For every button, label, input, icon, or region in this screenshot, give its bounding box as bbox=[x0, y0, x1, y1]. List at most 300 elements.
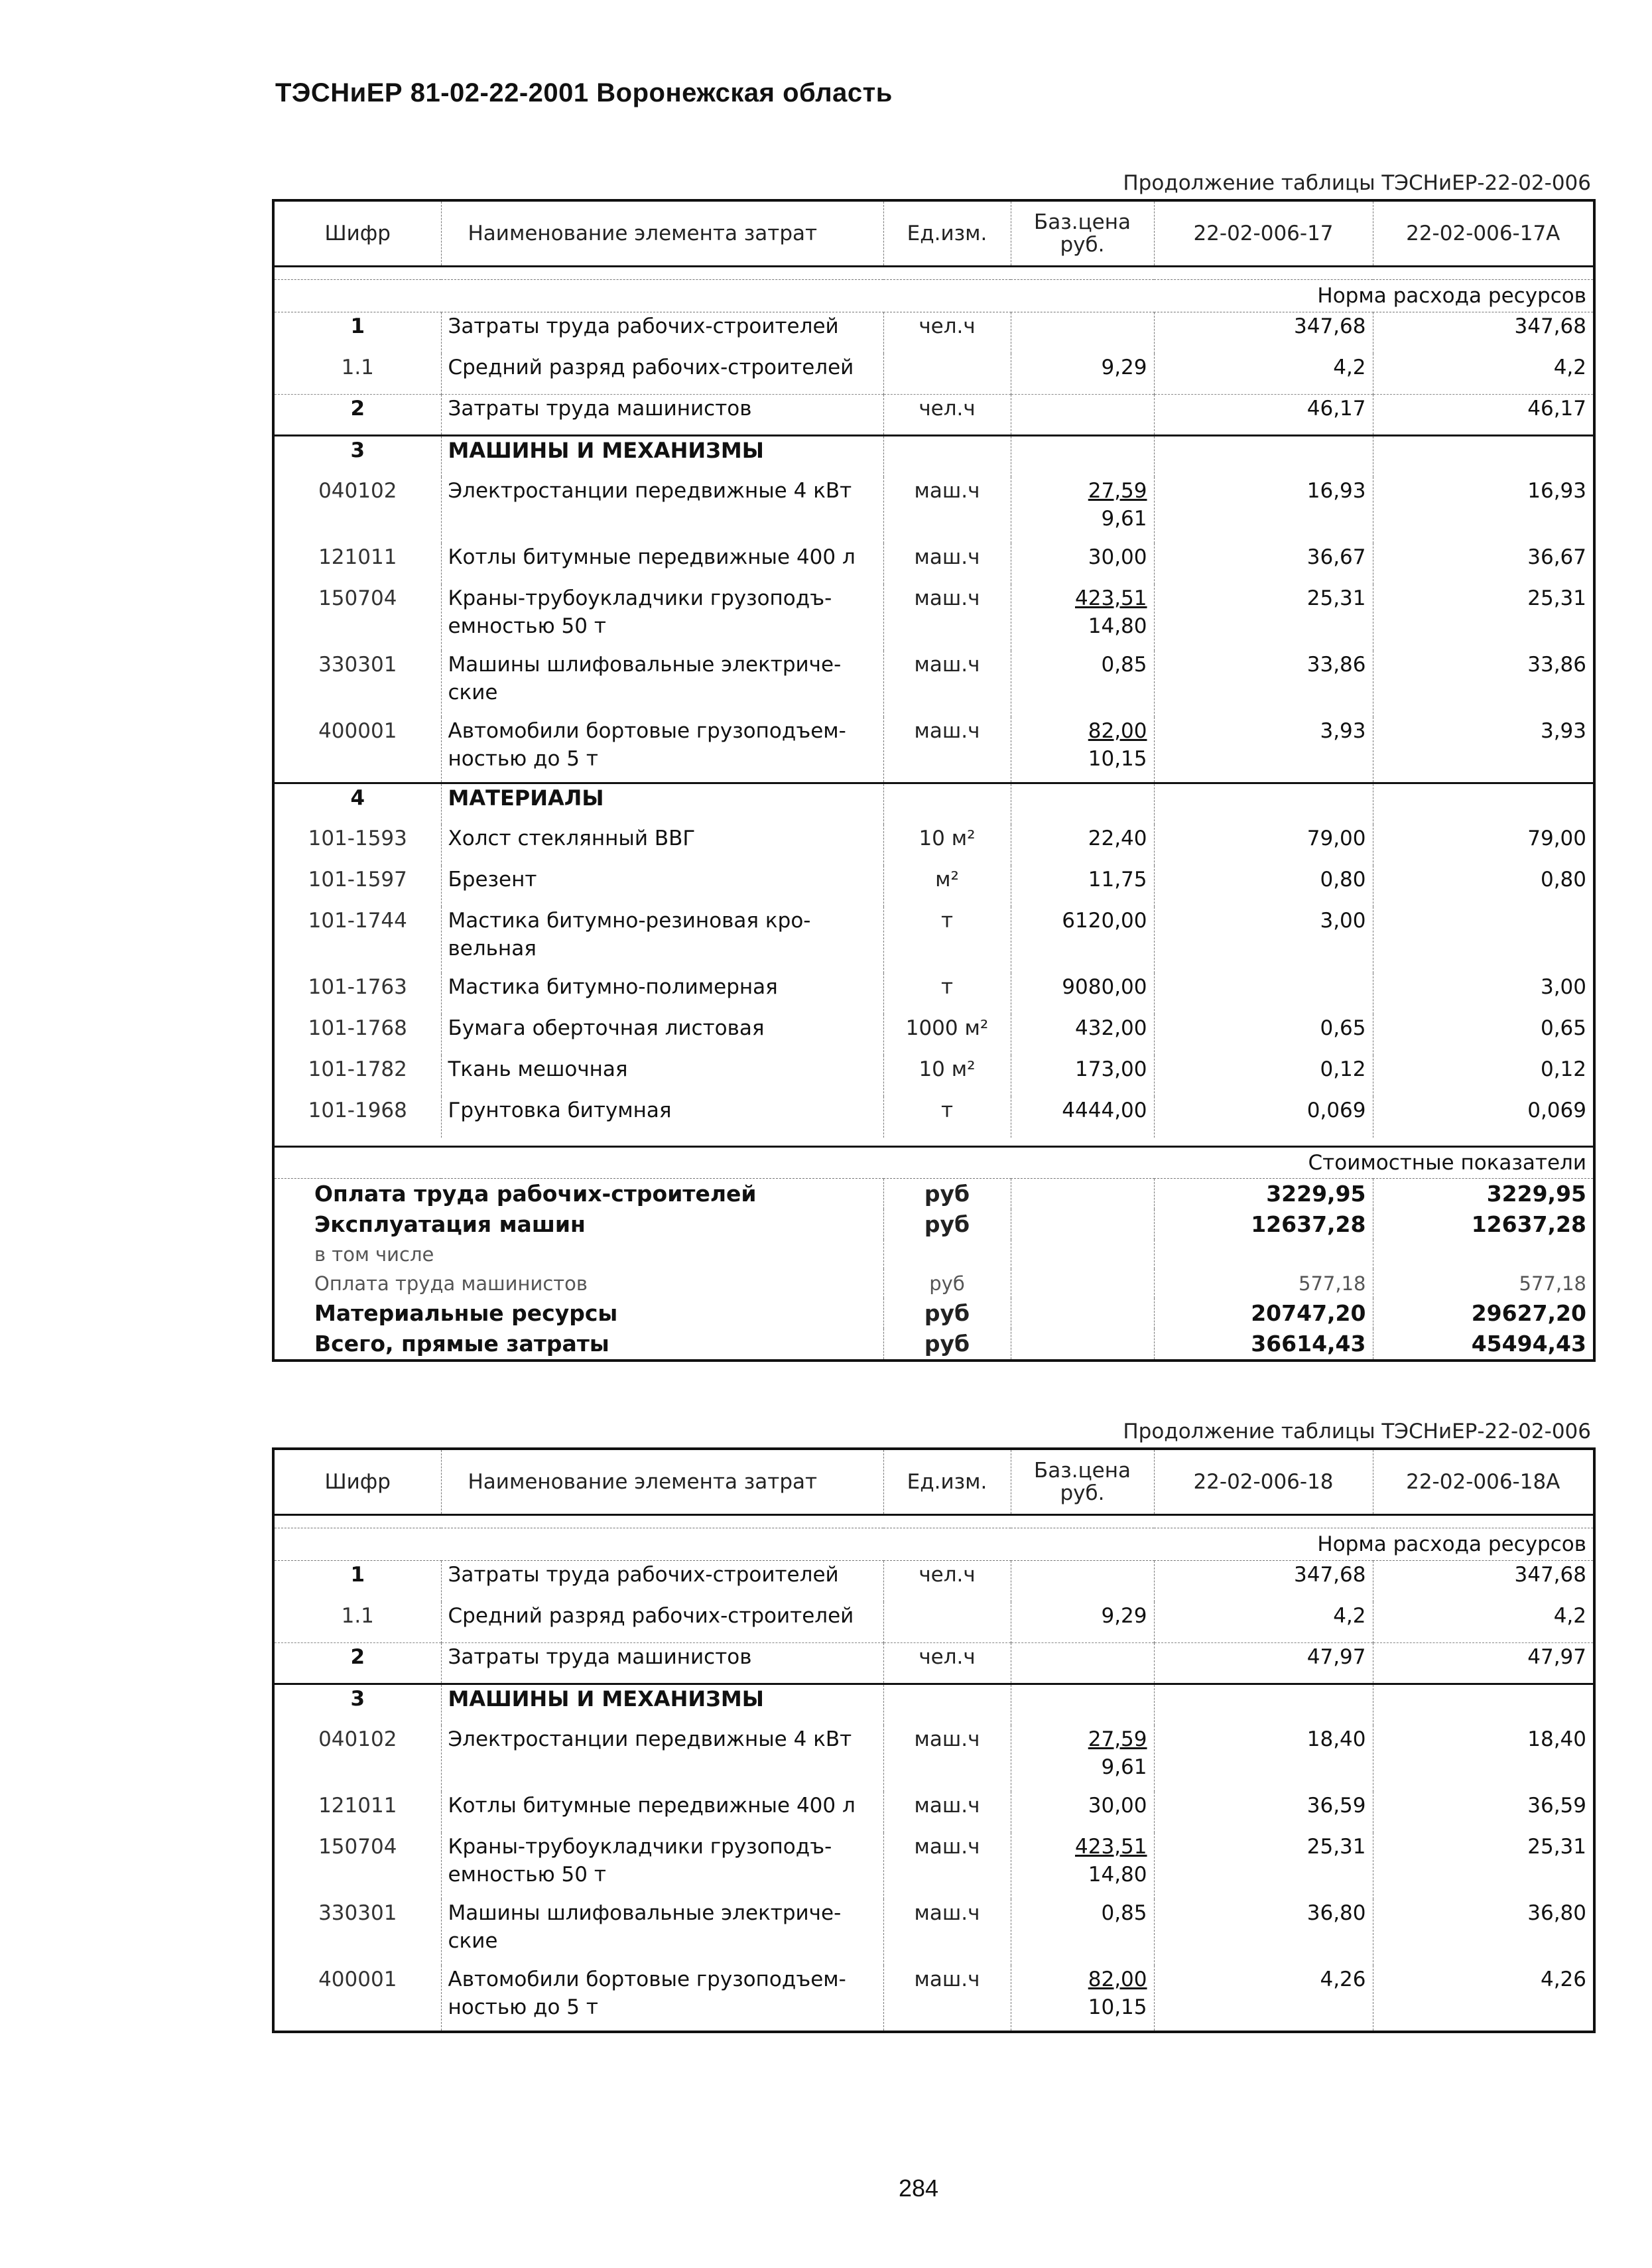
col-code-header: Шифр bbox=[273, 200, 441, 267]
empty-cell bbox=[1011, 1209, 1154, 1240]
row-name bbox=[441, 312, 883, 354]
section-heading: МАТЕРИАЛЫ bbox=[441, 783, 883, 825]
row-name bbox=[441, 825, 883, 866]
empty-cell bbox=[1011, 1179, 1154, 1210]
col-unit-header: Ед.изм. bbox=[883, 200, 1011, 267]
row-value-a: 36,67 bbox=[1154, 543, 1373, 584]
row-name bbox=[441, 1966, 883, 2032]
row-price-value: 0,85 bbox=[1101, 1901, 1147, 1925]
row-name bbox=[441, 584, 883, 651]
row-code: 101-1968 bbox=[308, 1098, 407, 1122]
row-name-line2: ностью до 5 т bbox=[448, 1995, 598, 2019]
row-value-b: 3,93 bbox=[1373, 717, 1594, 783]
row-value-a: 347,68 bbox=[1154, 312, 1373, 354]
row-price-secondary: 10,15 bbox=[1088, 746, 1147, 771]
row-value-a: 47,97 bbox=[1154, 1643, 1373, 1684]
row-value-b bbox=[1373, 907, 1594, 973]
row-value-a: 3,00 bbox=[1154, 907, 1373, 973]
row-name bbox=[441, 973, 883, 1014]
row-code: 121011 bbox=[318, 545, 397, 569]
row-name-line1: Краны-трубоукладчики грузоподъ- bbox=[448, 586, 832, 610]
cost-label: Оплата труда рабочих-строителей bbox=[314, 1181, 757, 1207]
empty-cell bbox=[1373, 783, 1594, 825]
row-name-line2: ские bbox=[448, 1928, 498, 1953]
table-row bbox=[273, 717, 1594, 783]
row-price-value: 4444,00 bbox=[1062, 1098, 1147, 1122]
row-price bbox=[1011, 717, 1154, 783]
row-price bbox=[1011, 651, 1154, 717]
row-name bbox=[441, 1725, 883, 1792]
row-code: 101-1744 bbox=[308, 908, 407, 933]
row-value-b: 25,31 bbox=[1373, 584, 1594, 651]
row-name bbox=[441, 651, 883, 717]
cost-value-a: 12637,28 bbox=[1154, 1209, 1373, 1240]
row-price bbox=[1011, 907, 1154, 973]
table-2-continuation-note: Продолжение таблицы ТЭСНиЕР-22-02-006 bbox=[1123, 1420, 1591, 1443]
col-unit-header: Ед.изм. bbox=[883, 1449, 1011, 1515]
empty-cell bbox=[1373, 1684, 1594, 1725]
table-row bbox=[273, 1014, 1594, 1055]
table-header-row bbox=[273, 200, 1594, 267]
row-name-line2: ские bbox=[448, 680, 498, 704]
row-name-line1: Автомобили бортовые грузоподъем- bbox=[448, 718, 846, 743]
cost-value-a: 36614,43 bbox=[1154, 1329, 1373, 1361]
resource-table-2 bbox=[272, 1447, 1596, 2033]
row-value-a: 18,40 bbox=[1154, 1725, 1373, 1792]
row-name bbox=[441, 1792, 883, 1833]
row-name-line2: вельная bbox=[448, 936, 537, 961]
row-value-b: 36,67 bbox=[1373, 543, 1594, 584]
empty-cell bbox=[883, 436, 1011, 477]
row-name-line1: Затраты труда машинистов bbox=[448, 1645, 752, 1669]
table-row bbox=[273, 312, 1594, 354]
row-code: 400001 bbox=[318, 718, 397, 743]
col-a-header: 22-02-006-17 bbox=[1154, 200, 1373, 267]
row-code: 101-1763 bbox=[308, 974, 407, 999]
row-value-a: 33,86 bbox=[1154, 651, 1373, 717]
row-name bbox=[441, 1561, 883, 1602]
row-unit: маш.ч bbox=[883, 584, 1011, 651]
row-price bbox=[1011, 1833, 1154, 1899]
table-row bbox=[273, 1725, 1594, 1792]
cost-value-b: 577,18 bbox=[1373, 1269, 1594, 1298]
row-value-a: 0,80 bbox=[1154, 866, 1373, 907]
row-code: 1.1 bbox=[341, 355, 374, 379]
table-row bbox=[273, 1561, 1594, 1602]
row-unit: т bbox=[883, 973, 1011, 1014]
row-price bbox=[1011, 1643, 1154, 1684]
table-row bbox=[273, 477, 1594, 543]
row-code: 2 bbox=[273, 395, 441, 436]
row-name-line1: Краны-трубоукладчики грузоподъ- bbox=[448, 1834, 832, 1859]
row-price-value: 0,85 bbox=[1101, 652, 1147, 677]
row-name-line1: Котлы битумные передвижные 400 л bbox=[448, 1793, 856, 1818]
table-row bbox=[273, 651, 1594, 717]
row-name-line2: ностью до 5 т bbox=[448, 746, 598, 771]
row-code: 040102 bbox=[318, 478, 397, 503]
empty-cell bbox=[1373, 436, 1594, 477]
row-unit: маш.ч bbox=[883, 1899, 1011, 1966]
row-price bbox=[1011, 1792, 1154, 1833]
cost-row bbox=[273, 1209, 1594, 1240]
col-name-header: Наименование элемента затрат bbox=[441, 200, 883, 267]
empty-cell bbox=[1011, 1269, 1154, 1298]
table-row bbox=[273, 1684, 1594, 1725]
row-name-line1: Машины шлифовальные электриче- bbox=[448, 652, 842, 677]
row-value-b: 0,12 bbox=[1373, 1055, 1594, 1097]
row-name-line1: Средний разряд рабочих-строителей bbox=[448, 1603, 854, 1628]
row-unit bbox=[883, 354, 1011, 395]
row-price bbox=[1011, 477, 1154, 543]
row-price-value: 432,00 bbox=[1075, 1016, 1147, 1040]
price-header-line1: Баз.цена bbox=[1033, 210, 1131, 234]
row-value-b: 18,40 bbox=[1373, 1725, 1594, 1792]
table-row bbox=[273, 1899, 1594, 1966]
row-unit: чел.ч bbox=[883, 312, 1011, 354]
row-value-b: 4,2 bbox=[1373, 354, 1594, 395]
price-header-line2: руб. bbox=[1060, 233, 1105, 257]
table-row bbox=[273, 1833, 1594, 1899]
row-unit: маш.ч bbox=[883, 651, 1011, 717]
col-a-header: 22-02-006-18 bbox=[1154, 1449, 1373, 1515]
costs-section-label: Стоимостные показатели bbox=[273, 1147, 1594, 1179]
table-header-row bbox=[273, 1449, 1594, 1515]
row-price bbox=[1011, 825, 1154, 866]
row-name bbox=[441, 866, 883, 907]
row-value-a: 36,80 bbox=[1154, 1899, 1373, 1966]
row-name bbox=[441, 1055, 883, 1097]
row-code: 1.1 bbox=[341, 1603, 374, 1628]
row-price bbox=[1011, 312, 1154, 354]
row-name bbox=[441, 1014, 883, 1055]
row-price-value: 82,00 bbox=[1088, 718, 1147, 743]
row-name bbox=[441, 1602, 883, 1643]
table-row bbox=[273, 825, 1594, 866]
row-price-value: 9,29 bbox=[1101, 355, 1147, 379]
cost-unit: руб bbox=[883, 1329, 1011, 1361]
row-price bbox=[1011, 1602, 1154, 1643]
row-unit: м² bbox=[883, 866, 1011, 907]
row-price-value: 9080,00 bbox=[1062, 974, 1147, 999]
empty-cell bbox=[1011, 1684, 1154, 1725]
row-code: 1 bbox=[350, 314, 365, 338]
row-name-line2: емностью 50 т bbox=[448, 1862, 606, 1887]
table-row bbox=[273, 783, 1594, 825]
empty-cell bbox=[883, 1684, 1011, 1725]
row-name bbox=[441, 1833, 883, 1899]
row-price bbox=[1011, 354, 1154, 395]
row-price bbox=[1011, 1899, 1154, 1966]
row-value-b: 25,31 bbox=[1373, 1833, 1594, 1899]
row-value-b: 4,2 bbox=[1373, 1602, 1594, 1643]
norms-section-label: Норма расхода ресурсов bbox=[273, 280, 1594, 312]
empty-cell bbox=[1011, 436, 1154, 477]
row-name-line1: Средний разряд рабочих-строителей bbox=[448, 355, 854, 379]
row-unit: чел.ч bbox=[883, 395, 1011, 436]
row-unit: т bbox=[883, 907, 1011, 973]
row-unit: чел.ч bbox=[883, 1561, 1011, 1602]
cost-unit: руб bbox=[883, 1298, 1011, 1329]
row-price-value: 6120,00 bbox=[1062, 908, 1147, 933]
col-name-header: Наименование элемента затрат bbox=[441, 1449, 883, 1515]
page-title: ТЭСНиЕР 81-02-22-2001 Воронежская область bbox=[275, 78, 893, 107]
row-code: 101-1782 bbox=[308, 1057, 407, 1081]
row-code: 2 bbox=[273, 1643, 441, 1684]
table-row bbox=[273, 1643, 1594, 1684]
row-name bbox=[441, 477, 883, 543]
row-price-value: 27,59 bbox=[1088, 478, 1147, 503]
row-price-value: 27,59 bbox=[1088, 1727, 1147, 1751]
row-price bbox=[1011, 866, 1154, 907]
row-code: 040102 bbox=[318, 1727, 397, 1751]
row-name-line1: Электростанции передвижные 4 кВт bbox=[448, 1727, 852, 1751]
resource-table-1 bbox=[272, 199, 1596, 1362]
row-name-line1: Машины шлифовальные электриче- bbox=[448, 1901, 842, 1925]
row-value-a bbox=[1154, 973, 1373, 1014]
row-name bbox=[441, 543, 883, 584]
row-price-secondary: 9,61 bbox=[1101, 506, 1147, 531]
cost-value-b: 12637,28 bbox=[1373, 1209, 1594, 1240]
row-value-a: 79,00 bbox=[1154, 825, 1373, 866]
row-unit: 10 м² bbox=[883, 825, 1011, 866]
row-code: 3 bbox=[273, 1684, 441, 1725]
row-value-a: 0,069 bbox=[1154, 1097, 1373, 1138]
row-name-line1: Грунтовка битумная bbox=[448, 1098, 672, 1122]
row-value-a: 347,68 bbox=[1154, 1561, 1373, 1602]
row-code: 101-1768 bbox=[308, 1016, 407, 1040]
row-name-line1: Брезент bbox=[448, 867, 537, 892]
row-unit: маш.ч bbox=[883, 1792, 1011, 1833]
table-row bbox=[273, 354, 1594, 395]
empty-cell bbox=[1011, 1240, 1154, 1269]
cost-label: в том числе bbox=[314, 1243, 434, 1266]
row-name-line1: Затраты труда рабочих-строителей bbox=[448, 314, 839, 338]
row-value-a: 3,93 bbox=[1154, 717, 1373, 783]
cost-unit: руб bbox=[883, 1179, 1011, 1210]
row-unit: маш.ч bbox=[883, 1966, 1011, 2032]
row-value-b: 47,97 bbox=[1373, 1643, 1594, 1684]
row-value-a: 36,59 bbox=[1154, 1792, 1373, 1833]
table-row bbox=[273, 436, 1594, 477]
cost-value-b bbox=[1373, 1240, 1594, 1269]
empty-cell bbox=[1154, 436, 1373, 477]
cost-unit bbox=[883, 1240, 1011, 1269]
table-row bbox=[273, 543, 1594, 584]
row-price bbox=[1011, 1725, 1154, 1792]
cost-row bbox=[273, 1179, 1594, 1210]
row-price-value: 423,51 bbox=[1075, 586, 1147, 610]
table-row bbox=[273, 866, 1594, 907]
cost-value-a: 3229,95 bbox=[1154, 1179, 1373, 1210]
cost-value-a bbox=[1154, 1240, 1373, 1269]
cost-value-b: 45494,43 bbox=[1373, 1329, 1594, 1361]
row-price-secondary: 9,61 bbox=[1101, 1755, 1147, 1779]
row-price-secondary: 10,15 bbox=[1088, 1995, 1147, 2019]
row-price bbox=[1011, 973, 1154, 1014]
row-price-value: 9,29 bbox=[1101, 1603, 1147, 1628]
row-price-value: 30,00 bbox=[1088, 1793, 1147, 1818]
row-price-value: 173,00 bbox=[1075, 1057, 1147, 1081]
row-name bbox=[441, 395, 883, 436]
empty-cell bbox=[883, 783, 1011, 825]
col-price-header bbox=[1011, 1449, 1154, 1515]
cost-row bbox=[273, 1269, 1594, 1298]
empty-cell bbox=[1011, 783, 1154, 825]
row-value-b: 3,00 bbox=[1373, 973, 1594, 1014]
row-name-line1: Мастика битумно-резиновая кро- bbox=[448, 908, 811, 933]
cost-row bbox=[273, 1240, 1594, 1269]
row-name bbox=[441, 1643, 883, 1684]
row-unit: т bbox=[883, 1097, 1011, 1138]
row-price bbox=[1011, 1055, 1154, 1097]
row-code: 4 bbox=[273, 783, 441, 825]
row-price bbox=[1011, 1561, 1154, 1602]
row-value-a: 25,31 bbox=[1154, 584, 1373, 651]
row-value-a: 4,2 bbox=[1154, 354, 1373, 395]
row-name bbox=[441, 717, 883, 783]
row-value-b: 347,68 bbox=[1373, 1561, 1594, 1602]
table-row bbox=[273, 584, 1594, 651]
row-name bbox=[441, 354, 883, 395]
row-name-line1: Затраты труда рабочих-строителей bbox=[448, 1563, 839, 1587]
cost-label: Всего, прямые затраты bbox=[314, 1331, 609, 1357]
row-name-line1: Ткань мешочная bbox=[448, 1057, 628, 1081]
cost-label: Материальные ресурсы bbox=[314, 1300, 618, 1326]
row-value-b: 79,00 bbox=[1373, 825, 1594, 866]
row-code: 330301 bbox=[318, 1901, 397, 1925]
empty-cell bbox=[1154, 1684, 1373, 1725]
page-number: 284 bbox=[899, 2174, 939, 2202]
row-name-line1: Бумага оберточная листовая bbox=[448, 1016, 765, 1040]
cost-unit: руб bbox=[883, 1209, 1011, 1240]
cost-value-a: 20747,20 bbox=[1154, 1298, 1373, 1329]
row-unit: маш.ч bbox=[883, 543, 1011, 584]
cost-row bbox=[273, 1329, 1594, 1361]
norms-section-label: Норма расхода ресурсов bbox=[273, 1528, 1594, 1561]
row-code: 150704 bbox=[318, 1834, 397, 1859]
row-price bbox=[1011, 1966, 1154, 2032]
col-b-header: 22-02-006-17А bbox=[1373, 200, 1594, 267]
cost-value-b: 29627,20 bbox=[1373, 1298, 1594, 1329]
row-name-line1: Затраты труда машинистов bbox=[448, 397, 752, 421]
row-name-line2: емностью 50 т bbox=[448, 614, 606, 638]
cost-label: Оплата труда машинистов bbox=[314, 1272, 588, 1295]
row-code: 400001 bbox=[318, 1967, 397, 1991]
row-code: 1 bbox=[350, 1563, 365, 1587]
row-value-b: 0,65 bbox=[1373, 1014, 1594, 1055]
cost-label: Эксплуатация машин bbox=[314, 1211, 586, 1237]
row-price bbox=[1011, 1014, 1154, 1055]
row-value-b: 36,80 bbox=[1373, 1899, 1594, 1966]
row-price-value: 30,00 bbox=[1088, 545, 1147, 569]
table-row bbox=[273, 973, 1594, 1014]
row-unit: маш.ч bbox=[883, 477, 1011, 543]
row-code: 101-1593 bbox=[308, 826, 407, 850]
row-code: 101-1597 bbox=[308, 867, 407, 892]
row-name-line1: Котлы битумные передвижные 400 л bbox=[448, 545, 856, 569]
cost-value-a: 577,18 bbox=[1154, 1269, 1373, 1298]
price-header-line2: руб. bbox=[1060, 1481, 1105, 1505]
empty-cell bbox=[1011, 1329, 1154, 1361]
row-value-b: 33,86 bbox=[1373, 651, 1594, 717]
row-price-value: 22,40 bbox=[1088, 826, 1147, 850]
row-name bbox=[441, 1899, 883, 1966]
row-unit: маш.ч bbox=[883, 1725, 1011, 1792]
row-unit: маш.ч bbox=[883, 1833, 1011, 1899]
row-unit: 1000 м² bbox=[883, 1014, 1011, 1055]
table-row bbox=[273, 1966, 1594, 2032]
row-unit bbox=[883, 1602, 1011, 1643]
row-name-line1: Холст стеклянный ВВГ bbox=[448, 826, 696, 850]
row-name-line1: Электростанции передвижные 4 кВт bbox=[448, 478, 852, 503]
table-row bbox=[273, 907, 1594, 973]
row-code: 330301 bbox=[318, 652, 397, 677]
section-heading: МАШИНЫ И МЕХАНИЗМЫ bbox=[441, 436, 883, 477]
row-code: 3 bbox=[273, 436, 441, 477]
row-value-a: 0,12 bbox=[1154, 1055, 1373, 1097]
row-name-line1: Мастика битумно-полимерная bbox=[448, 974, 778, 999]
row-price bbox=[1011, 395, 1154, 436]
row-code: 121011 bbox=[318, 1793, 397, 1818]
row-value-b: 16,93 bbox=[1373, 477, 1594, 543]
col-code-header: Шифр bbox=[273, 1449, 441, 1515]
cost-value-b: 3229,95 bbox=[1373, 1179, 1594, 1210]
row-unit: 10 м² bbox=[883, 1055, 1011, 1097]
row-price-secondary: 14,80 bbox=[1088, 1862, 1147, 1887]
row-name-line1: Автомобили бортовые грузоподъем- bbox=[448, 1967, 846, 1991]
row-value-a: 4,26 bbox=[1154, 1966, 1373, 2032]
row-price bbox=[1011, 1097, 1154, 1138]
row-value-b: 36,59 bbox=[1373, 1792, 1594, 1833]
row-value-a: 46,17 bbox=[1154, 395, 1373, 436]
col-b-header: 22-02-006-18А bbox=[1373, 1449, 1594, 1515]
table-row bbox=[273, 1097, 1594, 1138]
row-value-b: 347,68 bbox=[1373, 312, 1594, 354]
row-price bbox=[1011, 584, 1154, 651]
empty-cell bbox=[1011, 1298, 1154, 1329]
row-price-value: 423,51 bbox=[1075, 1834, 1147, 1859]
table-row bbox=[273, 1792, 1594, 1833]
row-value-a: 25,31 bbox=[1154, 1833, 1373, 1899]
row-value-a: 0,65 bbox=[1154, 1014, 1373, 1055]
section-heading: МАШИНЫ И МЕХАНИЗМЫ bbox=[441, 1684, 883, 1725]
row-value-b: 0,069 bbox=[1373, 1097, 1594, 1138]
row-name bbox=[441, 1097, 883, 1138]
row-value-a: 16,93 bbox=[1154, 477, 1373, 543]
col-price-header bbox=[1011, 200, 1154, 267]
table-row bbox=[273, 1602, 1594, 1643]
row-price bbox=[1011, 543, 1154, 584]
empty-cell bbox=[1154, 783, 1373, 825]
table-row bbox=[273, 395, 1594, 436]
row-price-value: 11,75 bbox=[1088, 867, 1147, 892]
row-value-b: 46,17 bbox=[1373, 395, 1594, 436]
row-code: 150704 bbox=[318, 586, 397, 610]
row-unit: маш.ч bbox=[883, 717, 1011, 783]
table-1-continuation-note: Продолжение таблицы ТЭСНиЕР-22-02-006 bbox=[1123, 171, 1591, 195]
row-name bbox=[441, 907, 883, 973]
row-price-secondary: 14,80 bbox=[1088, 614, 1147, 638]
row-value-b: 0,80 bbox=[1373, 866, 1594, 907]
table-row bbox=[273, 1055, 1594, 1097]
row-value-b: 4,26 bbox=[1373, 1966, 1594, 2032]
row-price-value: 82,00 bbox=[1088, 1967, 1147, 1991]
cost-row bbox=[273, 1298, 1594, 1329]
row-value-a: 4,2 bbox=[1154, 1602, 1373, 1643]
cost-unit: руб bbox=[883, 1269, 1011, 1298]
price-header-line1: Баз.цена bbox=[1033, 1459, 1131, 1483]
row-unit: чел.ч bbox=[883, 1643, 1011, 1684]
